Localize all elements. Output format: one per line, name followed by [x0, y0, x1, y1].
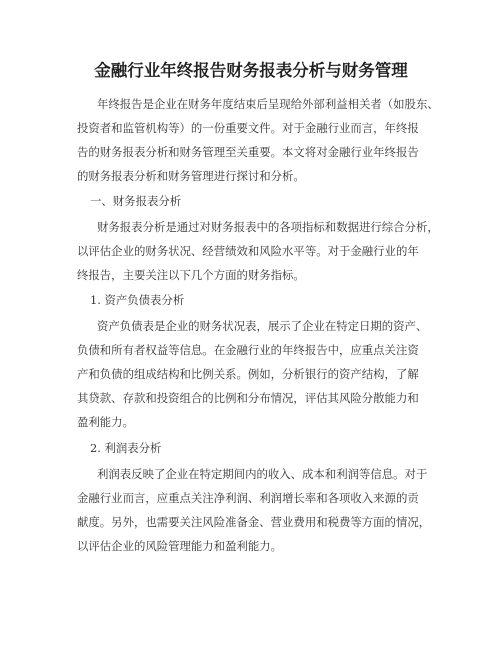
- subsection1-line-3: 产和负债的组成结构和比例关系。例如，分析银行的资产结构，了解: [77, 367, 419, 381]
- subsection1-line-1: 资产负债表是企业的财务状况表，展示了企业在特定日期的资产、: [97, 319, 428, 333]
- section-heading-financial-statement-analysis: 一、财务报表分析: [90, 194, 182, 208]
- section1-line-2: 以评估企业的财务状况、经营绩效和风险水平等。对于金融行业的年: [77, 244, 419, 258]
- subsection1-line-2: 负债和所有者权益等信息。在金融行业的年终报告中，应重点关注资: [77, 343, 419, 357]
- subsection1-line-4: 其贷款、存款和投资组合的比例和分布情况，评估其风险分散能力和: [77, 391, 419, 405]
- subsection1-line-5: 盈利能力。: [77, 415, 134, 429]
- intro-line-3: 告的财务报表分析和财务管理至关重要。本文将对金融行业年终报告: [77, 145, 419, 159]
- intro-line-1: 年终报告是企业在财务年度结束后呈现给外部利益相关者（如股东、: [97, 97, 439, 111]
- subsection2-line-3: 献度。另外，也需要关注风险准备金、营业费用和税费等方面的情况，: [77, 515, 431, 529]
- subsection2-line-2: 金融行业而言，应重点关注净利润、利润增长率和各项收入来源的贡: [77, 491, 419, 505]
- document-title: 金融行业年终报告财务报表分析与财务管理: [94, 61, 408, 80]
- intro-line-2: 投资者和监管机构等）的一份重要文件。对于金融行业而言，年终报: [77, 121, 419, 135]
- subsection2-line-4: 以评估企业的风险管理能力和盈利能力。: [77, 539, 283, 553]
- subsection2-line-1: 利润表反映了企业在特定期间内的收入、成本和利润等信息。对于: [97, 467, 428, 481]
- section1-line-1: 财务报表分析是通过对财务报表中的各项指标和数据进行综合分析，: [97, 220, 439, 234]
- subsection-heading-income-statement: 2. 利润表分析: [90, 441, 162, 455]
- section1-line-3: 终报告，主要关注以下几个方面的财务指标。: [77, 268, 305, 282]
- intro-line-4: 的财务报表分析和财务管理进行探讨和分析。: [77, 169, 305, 183]
- subsection-heading-balance-sheet: 1. 资产负债表分析: [90, 293, 185, 307]
